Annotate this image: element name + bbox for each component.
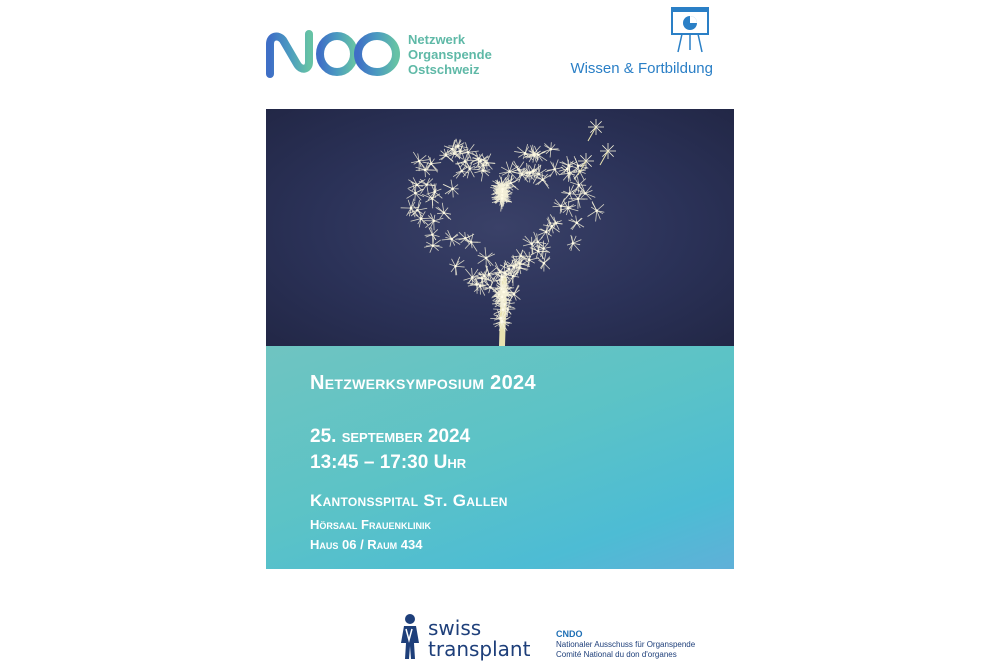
event-date: 25. september 2024 <box>310 426 471 447</box>
hero-photo <box>266 109 734 346</box>
event-title: Netzwerksymposium 2024 <box>310 372 536 394</box>
cndo-title: CNDO <box>556 629 583 639</box>
dandelion-heart-icon <box>266 109 734 346</box>
presentation-chart-icon <box>670 6 710 54</box>
event-room-line-1: Hörsaal Frauenklinik <box>310 517 431 532</box>
organisation-name <box>408 32 492 77</box>
swisstransplant-line-1: swiss <box>428 616 482 640</box>
org-line-2: Organspende <box>408 47 492 62</box>
event-venue: Kantonsspital St. Gallen <box>310 491 508 510</box>
cndo-line-2: Comité National du don d'organes <box>556 650 677 659</box>
swisstransplant-line-2: transplant <box>428 637 531 661</box>
section-label[interactable]: Wissen & Fortbildung <box>570 60 713 77</box>
org-line-1: Netzwerk <box>408 32 466 47</box>
cndo-line-1: Nationaler Ausschuss für Organspende <box>556 640 696 649</box>
noo-logo <box>265 30 405 78</box>
swisstransplant-logo-text <box>428 618 530 660</box>
event-room-line-2: Haus 06 / Raum 434 <box>310 537 423 552</box>
swisstransplant-figure-icon <box>396 613 424 661</box>
event-time: 13:45 – 17:30 Uhr <box>310 452 467 473</box>
cndo-logo-text <box>556 628 695 660</box>
org-line-3: Ostschweiz <box>408 62 480 77</box>
event-info-panel <box>266 346 734 569</box>
